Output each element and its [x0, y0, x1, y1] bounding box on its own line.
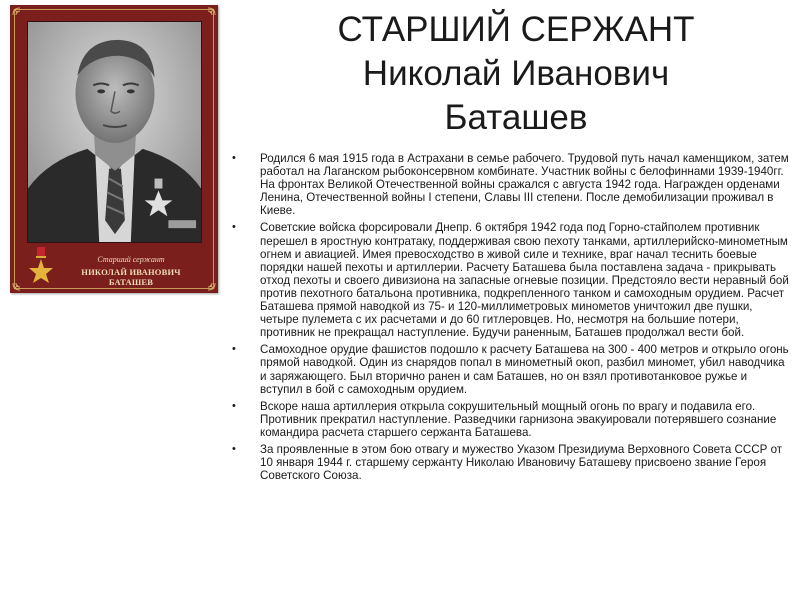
page-title [236, 8, 796, 140]
bio-paragraph [232, 221, 792, 339]
bio-text: Самоходное орудие фашистов подошло к расчету Баташева на 300 - 400 метров и открыло огонь прямой наводкой. Один из снарядов попал в минометный окоп, разбил миномет, убил наводчика и заряжающего. Был вторично ранен и сам Баташев, но он взял противотанковое ружье и вступил в бой с самоходным орудием. [260, 343, 789, 396]
portrait-caption [22, 245, 206, 289]
biography-list [232, 152, 792, 486]
portrait-photo [27, 21, 202, 243]
bio-paragraph [232, 343, 792, 395]
bullet-icon: • [232, 221, 236, 234]
caption-name: НИКОЛАЙ ИВАНОВИЧ БАТАШЕВ [81, 267, 181, 287]
title-rank: СТАРШИЙ СЕРЖАНТ [337, 10, 695, 49]
caption-rank: Старший сержант [97, 255, 165, 264]
bio-text: За проявленные в этом бою отвагу и мужество Указом Президиума Верховного Совета СССР от 10 января 1944 г. старшему сержанту Николаю Ивановичу Баташеву присвоено звание Героя Советского Союза. [260, 442, 783, 483]
bio-paragraph [232, 400, 792, 439]
bio-text: Вскоре наша артиллерия открыла сокрушительный мощный огонь по врагу и подавила его. Противник прекратил наступление. Разведчики гарнизона эвакуировали потерявшего сознание командира расчета старшего сержанта Баташева. [260, 399, 777, 439]
title-surname: Баташев [444, 98, 588, 137]
corner-ornament-icon [200, 7, 216, 23]
bullet-icon: • [232, 442, 236, 455]
bio-text: Родился 6 мая 1915 года в Астрахани в семье рабочего. Трудовой путь начал каменщиком, затем работал на Лаганском рыбоконсервном комбинате. Участник войны с белофиннами 1939-1940гг. На фронтах Великой Отечественной войны сражался с августа 1942 года. Награжден орденами Ленина, Отечественной войны I степени, Славы III степени. После демобилизации проживал в Киеве. [260, 152, 789, 218]
corner-ornament-icon [12, 7, 28, 23]
bio-paragraph [232, 152, 792, 217]
bio-paragraph [232, 443, 792, 482]
portrait-frame [10, 5, 218, 293]
bullet-icon: • [232, 343, 236, 356]
bio-text: Советские войска форсировали Днепр. 6 октября 1942 года под Горно-стайполем противник перешел в яростную контратаку, поддерживая свою пехоту танками, артиллерийско-минометным огнем и авиацией. Имея превосходство в живой силе и технике, враг начал теснить боевые порядки нашей пехоты и артиллерии. Расчету Баташева была поставлена задача - прикрывать отход пехоты и своего дивизиона на запасные огневые позиции. Предстояло вести неравный бой против пехотного батальона противника, подкрепленного танком и самоходным орудием. Расчет Баташева прямой наводкой из 75- и 120-миллиметровых минометов уничтожил две пушки, четыре пулемета с их расчетами и до 60 гитлеровцев. Но, несмотря на большие потери, противник не прекращал наступление. Будучи раненным, Баташев продолжал вести бой. [260, 221, 789, 340]
bullet-icon: • [232, 152, 236, 164]
bullet-icon: • [232, 399, 236, 412]
title-first-name: Николай Иванович [362, 54, 670, 93]
gold-star-medal-icon [28, 247, 54, 285]
